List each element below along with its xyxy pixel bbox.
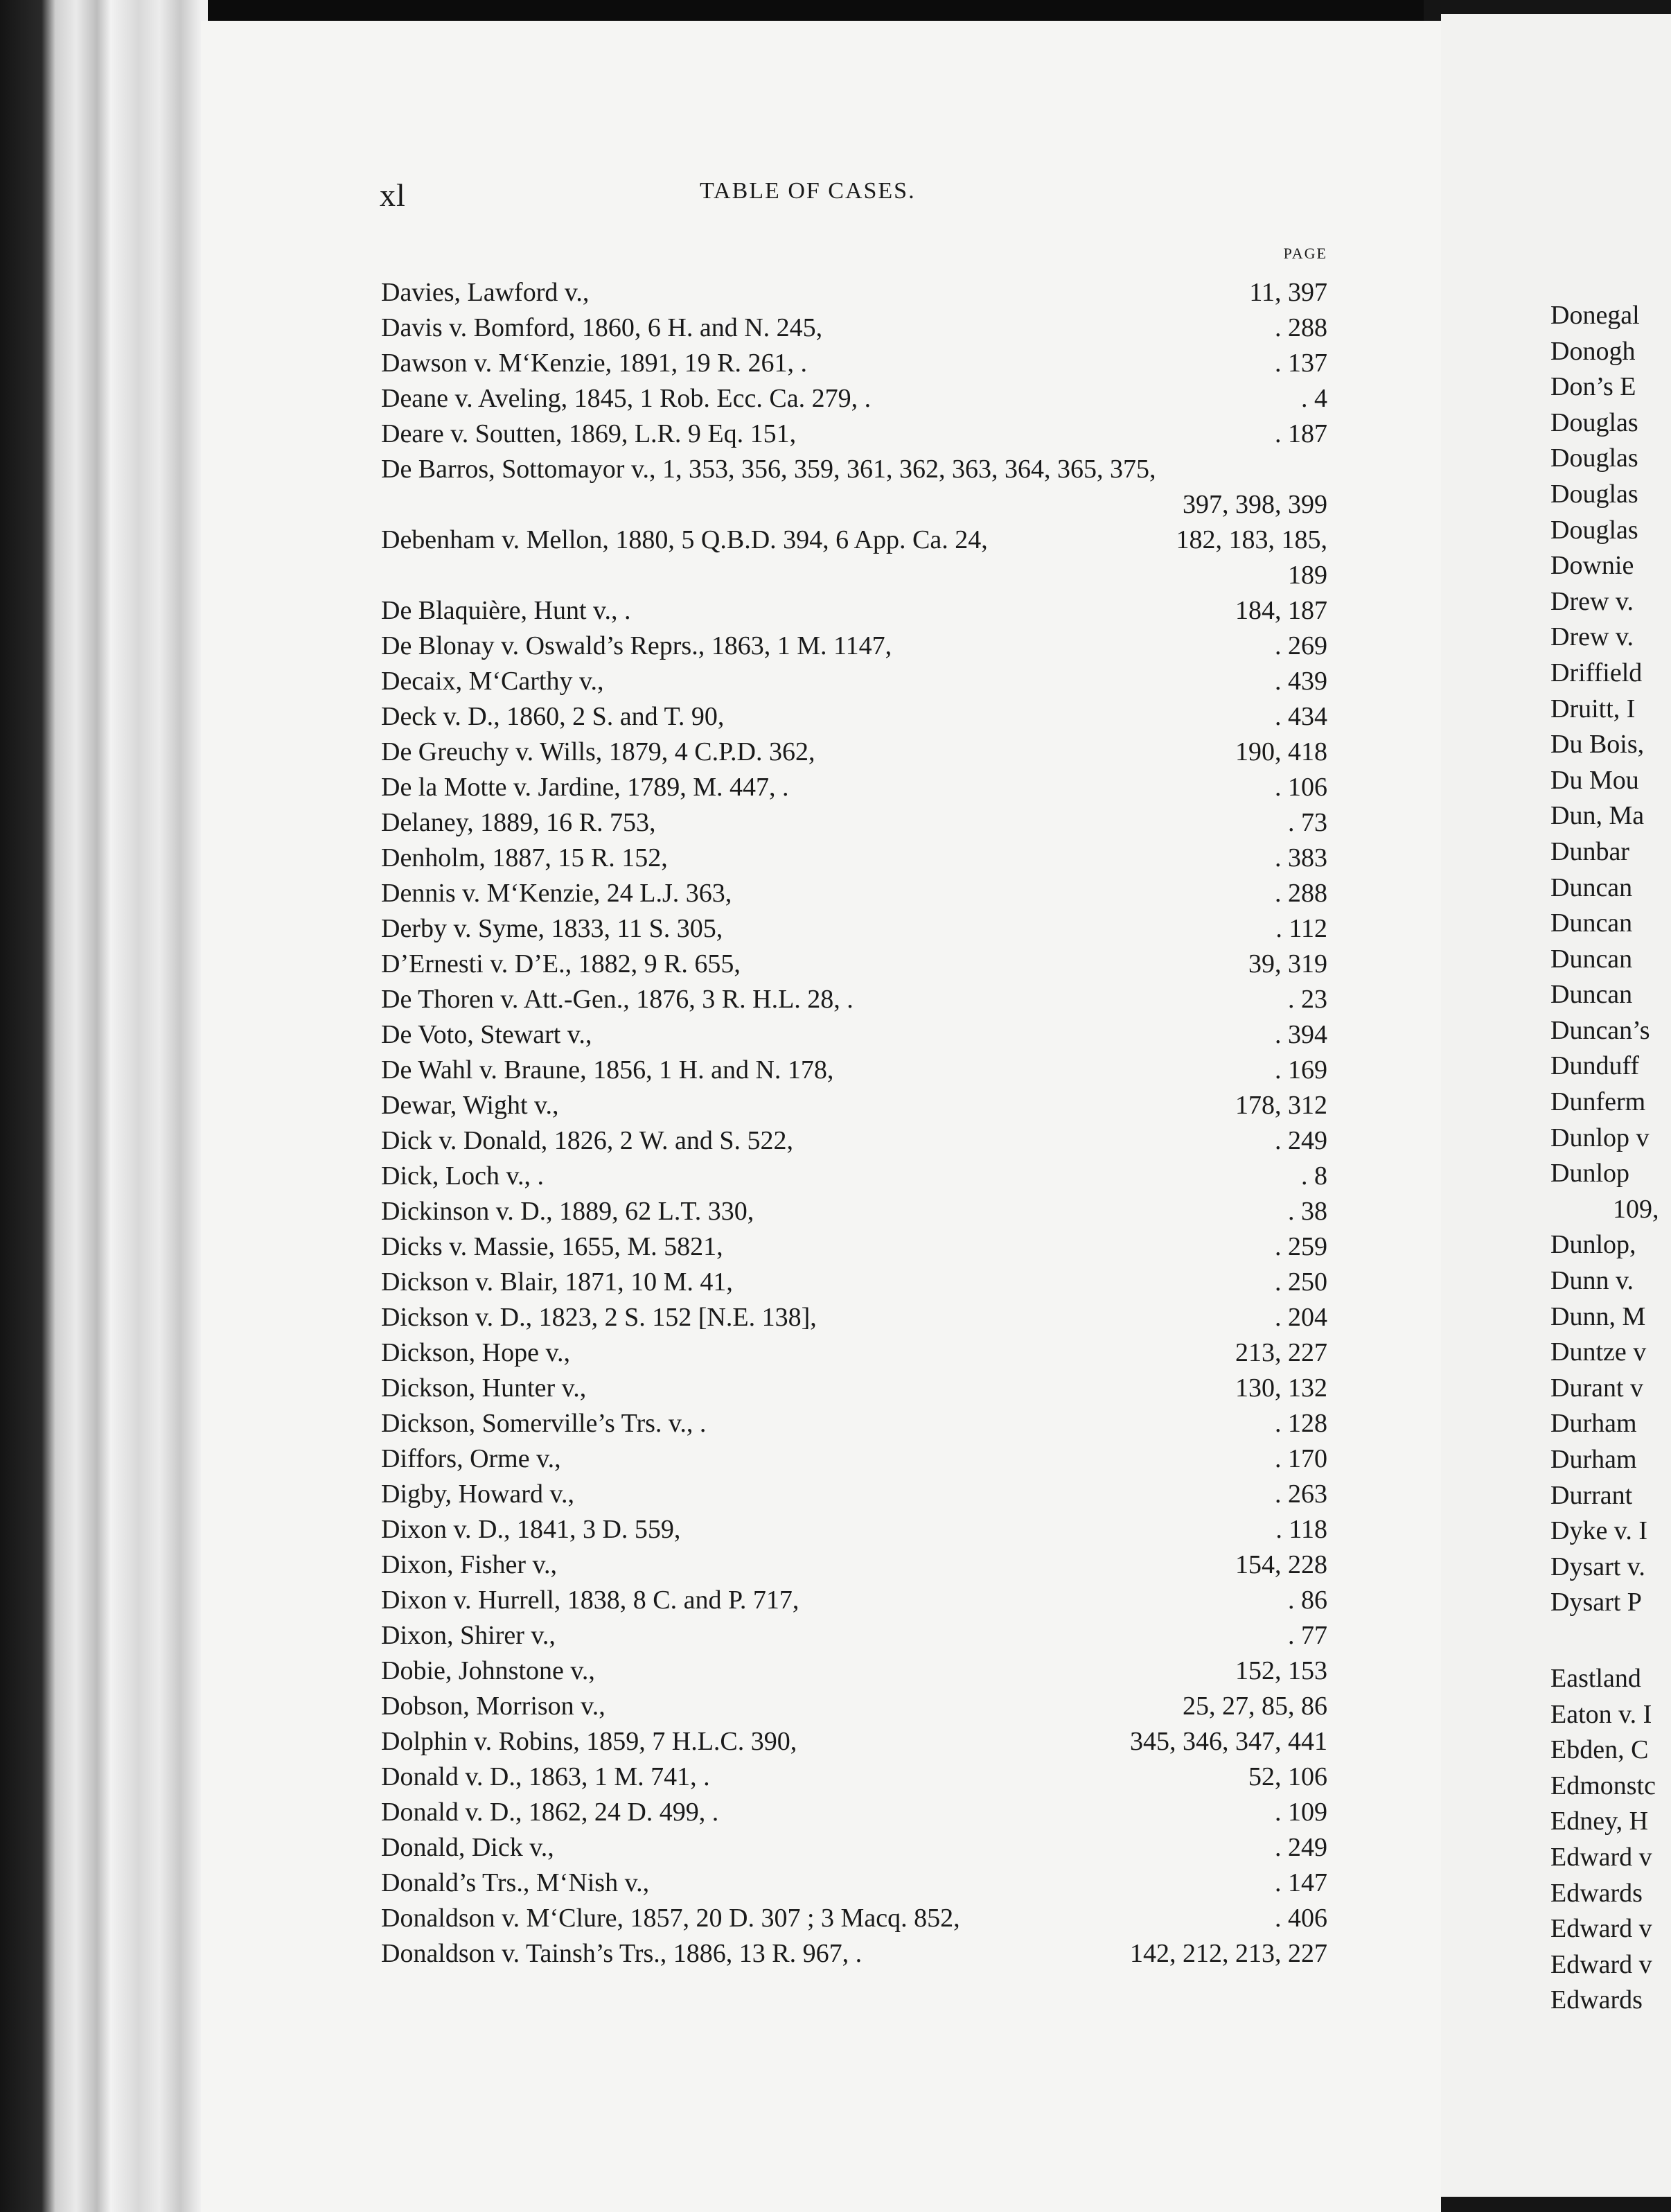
case-name: De Thoren v. Att.-Gen., 1876, 3 R. H.L. 28, . bbox=[381, 985, 854, 1014]
facing-page-line: Du Mou bbox=[1550, 765, 1639, 795]
case-pages: . 118 bbox=[1275, 1515, 1327, 1544]
case-entry bbox=[381, 1371, 1327, 1406]
case-entry bbox=[381, 310, 1327, 346]
case-pages: 182, 183, 185, bbox=[1176, 525, 1327, 554]
case-name: Delaney, 1889, 16 R. 753, bbox=[381, 808, 656, 837]
case-name: Digby, Howard v., bbox=[381, 1480, 574, 1509]
case-entry bbox=[381, 805, 1327, 841]
case-pages: . 249 bbox=[1275, 1126, 1327, 1155]
case-name: Dawson v. M‘Kenzie, 1891, 19 R. 261, . bbox=[381, 349, 807, 378]
case-name: Donald v. D., 1862, 24 D. 499, . bbox=[381, 1798, 719, 1827]
facing-page-line: Drew v. bbox=[1550, 622, 1634, 652]
case-name: Dick, Loch v., . bbox=[381, 1161, 544, 1191]
case-entry bbox=[381, 876, 1327, 911]
case-name: De Voto, Stewart v., bbox=[381, 1020, 592, 1049]
case-pages: . 204 bbox=[1275, 1303, 1327, 1332]
case-entry bbox=[381, 275, 1327, 310]
case-pages: . 439 bbox=[1275, 667, 1327, 696]
case-pages: . 170 bbox=[1275, 1444, 1327, 1473]
case-pages: . 73 bbox=[1288, 808, 1327, 837]
facing-page-line: Dunlop bbox=[1550, 1159, 1629, 1188]
case-entry bbox=[381, 911, 1327, 947]
case-entry bbox=[381, 770, 1327, 805]
case-pages: . 259 bbox=[1275, 1232, 1327, 1261]
facing-page-line: Edward v bbox=[1550, 1914, 1652, 1944]
case-pages: 345, 346, 347, 441 bbox=[1130, 1727, 1327, 1756]
facing-page-line: Dunlop v bbox=[1550, 1123, 1650, 1152]
page-number: xl bbox=[380, 177, 406, 213]
case-pages: . 288 bbox=[1275, 879, 1327, 908]
page-column-label: PAGE bbox=[1283, 245, 1327, 262]
case-pages: . 106 bbox=[1275, 773, 1327, 802]
facing-page-line: Duncan bbox=[1550, 872, 1633, 902]
facing-page-line: Dun, Ma bbox=[1550, 801, 1645, 831]
case-pages: . 128 bbox=[1275, 1409, 1327, 1438]
case-pages: 142, 212, 213, 227 bbox=[1130, 1939, 1327, 1968]
case-name: Dickson v. D., 1823, 2 S. 152 [N.E. 138], bbox=[381, 1303, 817, 1332]
case-name: Decaix, M‘Carthy v., bbox=[381, 667, 604, 696]
case-name: Dixon v. Hurrell, 1838, 8 C. and P. 717, bbox=[381, 1586, 799, 1615]
facing-page-line: Edney, H bbox=[1550, 1807, 1649, 1836]
case-entry bbox=[381, 1795, 1327, 1830]
case-name: Diffors, Orme v., bbox=[381, 1444, 561, 1473]
case-entry bbox=[381, 1088, 1327, 1123]
case-pages: . 394 bbox=[1275, 1020, 1327, 1049]
case-name: Donald v. D., 1863, 1 M. 741, . bbox=[381, 1762, 710, 1791]
facing-page-line: Douglas bbox=[1550, 407, 1638, 437]
case-pages: 154, 228 bbox=[1235, 1550, 1327, 1579]
case-entry bbox=[381, 1618, 1327, 1653]
case-entry bbox=[381, 1053, 1327, 1088]
case-entry bbox=[381, 1759, 1327, 1795]
case-entry bbox=[381, 1017, 1327, 1053]
case-pages: 190, 418 bbox=[1235, 737, 1327, 766]
case-entry bbox=[381, 1194, 1327, 1229]
facing-page-line: Dunn, M bbox=[1550, 1301, 1646, 1331]
case-name: De Blonay v. Oswald’s Reprs., 1863, 1 M. 1147, bbox=[381, 631, 892, 660]
case-name: Deck v. D., 1860, 2 S. and T. 90, bbox=[381, 702, 725, 731]
facing-page-line: Driffield bbox=[1550, 658, 1643, 687]
case-name: Dobson, Morrison v., bbox=[381, 1692, 605, 1721]
case-entry bbox=[381, 1583, 1327, 1618]
case-name: Dickson, Hunter v., bbox=[381, 1373, 587, 1403]
case-entry bbox=[381, 593, 1327, 629]
case-name: De Greuchy v. Wills, 1879, 4 C.P.D. 362, bbox=[381, 737, 815, 766]
facing-page-line: Dunn v. bbox=[1550, 1266, 1634, 1296]
facing-page-line: Duncan bbox=[1550, 909, 1633, 938]
case-name: Dickson, Somerville’s Trs. v., . bbox=[381, 1409, 707, 1438]
case-entry bbox=[381, 1866, 1327, 1901]
facing-page-line: Dunbar bbox=[1550, 836, 1629, 866]
case-pages: . 187 bbox=[1275, 419, 1327, 448]
book-spine bbox=[0, 0, 208, 2212]
facing-page-text bbox=[1550, 298, 1671, 2019]
case-pages: . 109 bbox=[1275, 1798, 1327, 1827]
facing-page-line bbox=[1550, 1621, 1671, 1661]
case-entry bbox=[381, 1830, 1327, 1866]
case-pages: . 86 bbox=[1288, 1586, 1327, 1615]
case-entry bbox=[381, 1300, 1327, 1335]
case-name: Dick v. Donald, 1826, 2 W. and S. 522, bbox=[381, 1126, 793, 1155]
case-entry bbox=[381, 381, 1327, 416]
case-entry bbox=[381, 735, 1327, 770]
case-pages-continued: 397, 398, 399 bbox=[1183, 490, 1327, 519]
facing-page-line: Dunferm bbox=[1550, 1087, 1646, 1117]
case-entry bbox=[381, 1512, 1327, 1547]
case-name: Dickson v. Blair, 1871, 10 M. 41, bbox=[381, 1267, 733, 1297]
case-name: De Blaquière, Hunt v., . bbox=[381, 596, 631, 625]
case-pages: 184, 187 bbox=[1235, 596, 1327, 625]
facing-page-line: Eaton v. I bbox=[1550, 1699, 1652, 1729]
case-name: Dixon v. D., 1841, 3 D. 559, bbox=[381, 1515, 681, 1544]
case-name: Donald’s Trs., M‘Nish v., bbox=[381, 1868, 650, 1897]
case-name: Deare v. Soutten, 1869, L.R. 9 Eq. 151, bbox=[381, 419, 797, 448]
facing-page-line: Douglas bbox=[1550, 479, 1638, 509]
facing-page-line: Du Bois, bbox=[1550, 730, 1645, 760]
facing-page-line: Dunlop, bbox=[1550, 1230, 1636, 1260]
case-entry bbox=[381, 1547, 1327, 1583]
case-pages: . 269 bbox=[1275, 631, 1327, 660]
facing-page-line: Dyke v. I bbox=[1550, 1516, 1647, 1546]
case-name: Dicks v. Massie, 1655, M. 5821, bbox=[381, 1232, 723, 1261]
facing-page-line: Don’s E bbox=[1550, 372, 1636, 402]
case-name: Donaldson v. M‘Clure, 1857, 20 D. 307 ; 3 Macq. 852, bbox=[381, 1904, 960, 1933]
case-entry bbox=[381, 841, 1327, 876]
case-entry bbox=[381, 416, 1327, 452]
case-entry bbox=[381, 523, 1327, 593]
facing-page-line: Donegal bbox=[1550, 301, 1640, 330]
case-entry bbox=[381, 1335, 1327, 1371]
case-name: Dennis v. M‘Kenzie, 24 L.J. 363, bbox=[381, 879, 732, 908]
facing-page-line: Drew v. bbox=[1550, 586, 1634, 616]
case-list bbox=[381, 275, 1327, 1972]
case-entry bbox=[381, 1265, 1327, 1300]
case-name: Deane v. Aveling, 1845, 1 Rob. Ecc. Ca. 279, . bbox=[381, 384, 872, 413]
case-pages: . 23 bbox=[1288, 985, 1327, 1014]
facing-page-line: Duntze v bbox=[1550, 1337, 1647, 1367]
case-pages: . 288 bbox=[1275, 313, 1327, 342]
case-name: Dobie, Johnstone v., bbox=[381, 1656, 595, 1685]
case-name: Dolphin v. Robins, 1859, 7 H.L.C. 390, bbox=[381, 1727, 797, 1756]
case-pages: . 406 bbox=[1275, 1904, 1327, 1933]
case-entry bbox=[381, 664, 1327, 699]
case-pages: 25, 27, 85, 86 bbox=[1183, 1692, 1327, 1721]
facing-page-line: Downie bbox=[1550, 551, 1634, 581]
facing-page-line: 109, bbox=[1613, 1194, 1659, 1224]
facing-page-line: Druitt, I bbox=[1550, 694, 1636, 723]
case-name: De Barros, Sottomayor v., 1, 353, 356, 359, 361, 362, 363, 364, 365, 375, bbox=[381, 455, 1156, 484]
case-pages: . 263 bbox=[1275, 1480, 1327, 1509]
case-name: Donaldson v. Tainsh’s Trs., 1886, 13 R. 967, . bbox=[381, 1939, 863, 1968]
facing-page-line: Edwards bbox=[1550, 1878, 1643, 1908]
case-entry bbox=[381, 1406, 1327, 1441]
case-entry bbox=[381, 947, 1327, 982]
facing-page-line: Edmonstc bbox=[1550, 1771, 1656, 1800]
facing-page-line: Dysart v. bbox=[1550, 1552, 1645, 1581]
facing-page-line: Douglas bbox=[1550, 444, 1638, 473]
case-entry bbox=[381, 1441, 1327, 1477]
case-name: D’Ernesti v. D’E., 1882, 9 R. 655, bbox=[381, 949, 741, 978]
case-name: Dickson, Hope v., bbox=[381, 1338, 570, 1367]
case-pages: 130, 132 bbox=[1235, 1373, 1327, 1403]
case-name: Dickinson v. D., 1889, 62 L.T. 330, bbox=[381, 1197, 754, 1226]
facing-page-line: Edward v bbox=[1550, 1842, 1652, 1872]
case-entry bbox=[381, 346, 1327, 381]
case-entry bbox=[381, 699, 1327, 735]
case-pages: 11, 397 bbox=[1249, 278, 1327, 307]
case-entry bbox=[381, 1229, 1327, 1265]
case-name: Denholm, 1887, 15 R. 152, bbox=[381, 843, 668, 872]
case-name: Davis v. Bomford, 1860, 6 H. and N. 245, bbox=[381, 313, 823, 342]
case-pages: . 147 bbox=[1275, 1868, 1327, 1897]
case-name: Derby v. Syme, 1833, 11 S. 305, bbox=[381, 914, 723, 943]
case-entry bbox=[381, 1724, 1327, 1759]
facing-page-line: Edwards bbox=[1550, 1985, 1643, 2015]
case-pages: 178, 312 bbox=[1235, 1091, 1327, 1120]
case-name: Debenham v. Mellon, 1880, 5 Q.B.D. 394, 6 App. Ca. 24, bbox=[381, 525, 988, 554]
case-pages: 213, 227 bbox=[1235, 1338, 1327, 1367]
facing-page-line: Dunduff bbox=[1550, 1051, 1640, 1081]
case-pages: . 383 bbox=[1275, 843, 1327, 872]
case-entry bbox=[381, 1477, 1327, 1512]
facing-page-line: Duncan bbox=[1550, 980, 1633, 1010]
facing-page-line: Duncan bbox=[1550, 944, 1633, 974]
case-entry bbox=[381, 452, 1327, 523]
facing-page-line: Durant v bbox=[1550, 1373, 1644, 1403]
case-name: Dixon, Shirer v., bbox=[381, 1621, 556, 1650]
case-name: Dewar, Wight v., bbox=[381, 1091, 559, 1120]
case-pages: . 137 bbox=[1275, 349, 1327, 378]
facing-page-line: Douglas bbox=[1550, 515, 1638, 545]
facing-page-line: Durham bbox=[1550, 1409, 1637, 1439]
facing-page-line: Durrant bbox=[1550, 1480, 1633, 1510]
case-pages: . 112 bbox=[1275, 914, 1327, 943]
facing-page-line: Donogh bbox=[1550, 336, 1636, 366]
case-name: Dixon, Fisher v., bbox=[381, 1550, 558, 1579]
case-entry bbox=[381, 1689, 1327, 1724]
facing-page-line: Eastland bbox=[1550, 1663, 1641, 1693]
case-name: De Wahl v. Braune, 1856, 1 H. and N. 178, bbox=[381, 1055, 834, 1085]
case-pages: 52, 106 bbox=[1248, 1762, 1327, 1791]
case-pages-continued: 189 bbox=[1288, 561, 1327, 590]
case-pages: . 4 bbox=[1301, 384, 1327, 413]
case-entry bbox=[381, 1159, 1327, 1194]
facing-page-line: Dysart P bbox=[1550, 1588, 1642, 1617]
case-pages: . 434 bbox=[1275, 702, 1327, 731]
facing-page-line: Ebden, C bbox=[1550, 1735, 1649, 1765]
case-pages: 39, 319 bbox=[1248, 949, 1327, 978]
facing-page-line: Durham bbox=[1550, 1445, 1637, 1474]
case-pages: . 77 bbox=[1288, 1621, 1327, 1650]
facing-page-line: Duncan’s bbox=[1550, 1015, 1650, 1045]
case-entry bbox=[381, 629, 1327, 664]
facing-page-line: Edward v bbox=[1550, 1949, 1652, 1979]
case-pages: 152, 153 bbox=[1235, 1656, 1327, 1685]
case-pages: . 8 bbox=[1301, 1161, 1327, 1191]
case-entry bbox=[381, 1901, 1327, 1936]
case-entry bbox=[381, 982, 1327, 1017]
case-entry bbox=[381, 1123, 1327, 1159]
case-name: Donald, Dick v., bbox=[381, 1833, 554, 1862]
case-entry bbox=[381, 1653, 1327, 1689]
case-name: De la Motte v. Jardine, 1789, M. 447, . bbox=[381, 773, 789, 802]
case-name: Davies, Lawford v., bbox=[381, 278, 590, 307]
case-entry bbox=[381, 1936, 1327, 1972]
page-title: TABLE OF CASES. bbox=[700, 178, 916, 204]
case-pages: . 38 bbox=[1288, 1197, 1327, 1226]
case-pages: . 250 bbox=[1275, 1267, 1327, 1297]
case-pages: . 169 bbox=[1275, 1055, 1327, 1085]
case-pages: . 249 bbox=[1275, 1833, 1327, 1862]
